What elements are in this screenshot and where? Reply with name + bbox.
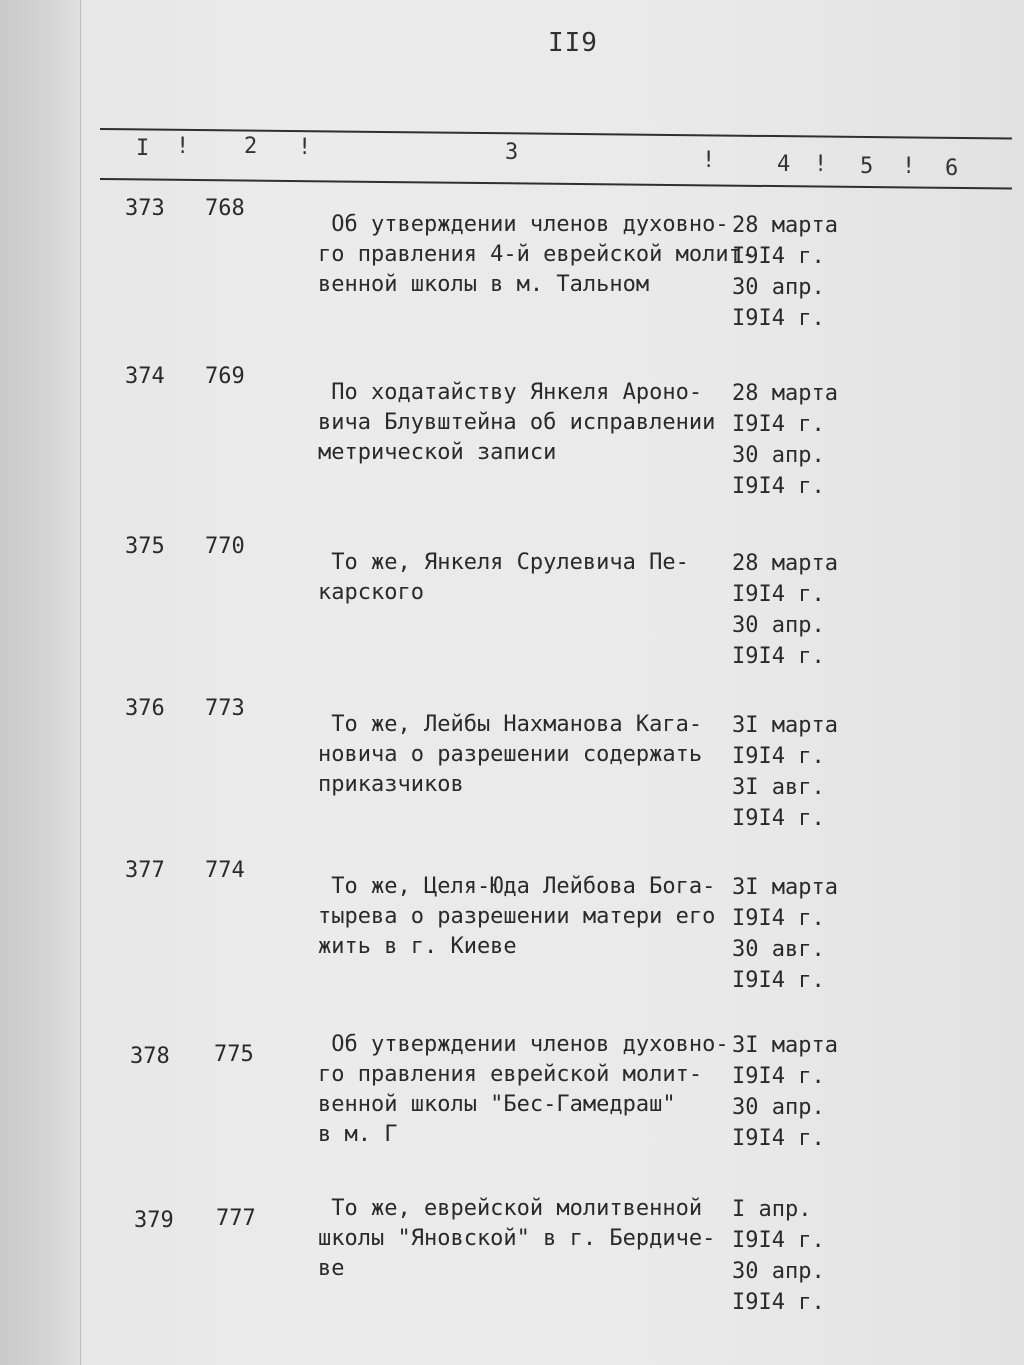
entry-case-number: 770 <box>205 534 245 559</box>
end-date: 30 авг. <box>732 937 825 962</box>
description-line: То же, Лейбы Нахманова Кага- <box>318 712 703 737</box>
end-year: I9I4 г. <box>732 1290 825 1315</box>
header-col-3: 3 <box>505 140 519 165</box>
end-date: 30 апр. <box>732 275 825 300</box>
entry-dates <box>732 378 838 502</box>
entry-description <box>318 872 715 962</box>
entry-dates <box>732 872 838 996</box>
description-line: в м. Г <box>318 1122 398 1147</box>
entry-case-number: 774 <box>205 858 245 883</box>
entry-dates <box>732 1030 838 1154</box>
description-line: школы "Яновской" в г. Бердиче- <box>318 1226 716 1251</box>
entry-number: 374 <box>125 364 165 389</box>
start-date: 3I марта <box>732 713 838 738</box>
end-year: I9I4 г. <box>732 968 825 993</box>
start-date: 28 марта <box>732 213 838 238</box>
description-line: го правления 4-й еврейской молит- <box>318 242 756 267</box>
description-line: приказчиков <box>318 772 464 797</box>
start-year: I9I4 г. <box>732 1228 825 1253</box>
entry-number: 373 <box>125 196 165 221</box>
header-separator: ! <box>176 134 190 159</box>
description-line: Об утверждении членов духовно- <box>318 212 729 237</box>
end-date: 30 апр. <box>732 1095 825 1120</box>
description-line: карского <box>318 580 424 605</box>
end-date: 30 апр. <box>732 443 825 468</box>
end-year: I9I4 г. <box>732 806 825 831</box>
entry-description <box>318 710 702 800</box>
entry-dates <box>732 210 838 334</box>
entry-description <box>318 1194 715 1284</box>
entry-number: 375 <box>125 534 165 559</box>
header-separator: ! <box>298 135 312 160</box>
page-number: II9 <box>548 28 598 58</box>
start-year: I9I4 г. <box>732 244 825 269</box>
entry-case-number: 768 <box>205 196 245 221</box>
entry-case-number: 773 <box>205 696 245 721</box>
binding-gutter <box>0 0 81 1365</box>
end-year: I9I4 г. <box>732 644 825 669</box>
start-year: I9I4 г. <box>732 412 825 437</box>
description-line: То же, Янкеля Срулевича Пе- <box>318 550 689 575</box>
start-date: 28 марта <box>732 551 838 576</box>
entry-dates <box>732 548 838 672</box>
start-year: I9I4 г. <box>732 582 825 607</box>
entry-description <box>318 548 689 608</box>
description-line: венной школы "Бес-Гамедраш" <box>318 1092 676 1117</box>
description-line: новича о разрешении содержать <box>318 742 703 767</box>
start-date: 3I марта <box>732 875 838 900</box>
header-top-rule <box>100 128 1012 140</box>
entry-dates <box>732 1194 825 1318</box>
end-year: I9I4 г. <box>732 306 825 331</box>
description-line: По ходатайству Янкеля Ароно- <box>318 380 703 405</box>
end-date: 30 апр. <box>732 613 825 638</box>
entry-description <box>318 210 755 300</box>
header-col-4: 4 <box>777 152 791 177</box>
header-col-2: 2 <box>244 134 258 159</box>
header-col-1: I <box>136 136 150 161</box>
entry-number: 378 <box>130 1044 170 1069</box>
start-year: I9I4 г. <box>732 906 825 931</box>
header-separator: ! <box>702 148 716 173</box>
description-line: венной школы в м. Тальном <box>318 272 650 297</box>
description-line: ве <box>318 1256 345 1281</box>
description-line: вича Блувштейна об исправлении <box>318 410 716 435</box>
header-bottom-rule <box>100 178 1012 190</box>
entry-number: 379 <box>134 1208 174 1233</box>
start-date: I апр. <box>732 1197 812 1222</box>
header-separator: ! <box>902 154 916 179</box>
description-line: го правления еврейской молит- <box>318 1062 703 1087</box>
header-col-6: 6 <box>945 156 959 181</box>
entry-description <box>318 378 715 468</box>
entry-case-number: 777 <box>216 1206 256 1231</box>
description-line: Об утверждении членов духовно- <box>318 1032 729 1057</box>
entry-number: 376 <box>125 696 165 721</box>
entry-description <box>318 1030 729 1150</box>
start-date: 28 марта <box>732 381 838 406</box>
start-date: 3I марта <box>732 1033 838 1058</box>
description-line: То же, еврейской молитвенной <box>318 1196 703 1221</box>
description-line: То же, Целя-Юда Лейбова Бога- <box>318 874 716 899</box>
entry-number: 377 <box>125 858 165 883</box>
end-year: I9I4 г. <box>732 474 825 499</box>
description-line: жить в г. Киеве <box>318 934 517 959</box>
end-year: I9I4 г. <box>732 1126 825 1151</box>
description-line: тырева о разрешении матери его <box>318 904 716 929</box>
end-date: 30 апр. <box>732 1259 825 1284</box>
description-line: метрической записи <box>318 440 557 465</box>
header-separator: ! <box>814 152 828 177</box>
entry-case-number: 769 <box>205 364 245 389</box>
start-year: I9I4 г. <box>732 744 825 769</box>
entry-dates <box>732 710 838 834</box>
entry-case-number: 775 <box>214 1042 254 1067</box>
start-year: I9I4 г. <box>732 1064 825 1089</box>
end-date: 3I авг. <box>732 775 825 800</box>
header-col-5: 5 <box>860 154 874 179</box>
